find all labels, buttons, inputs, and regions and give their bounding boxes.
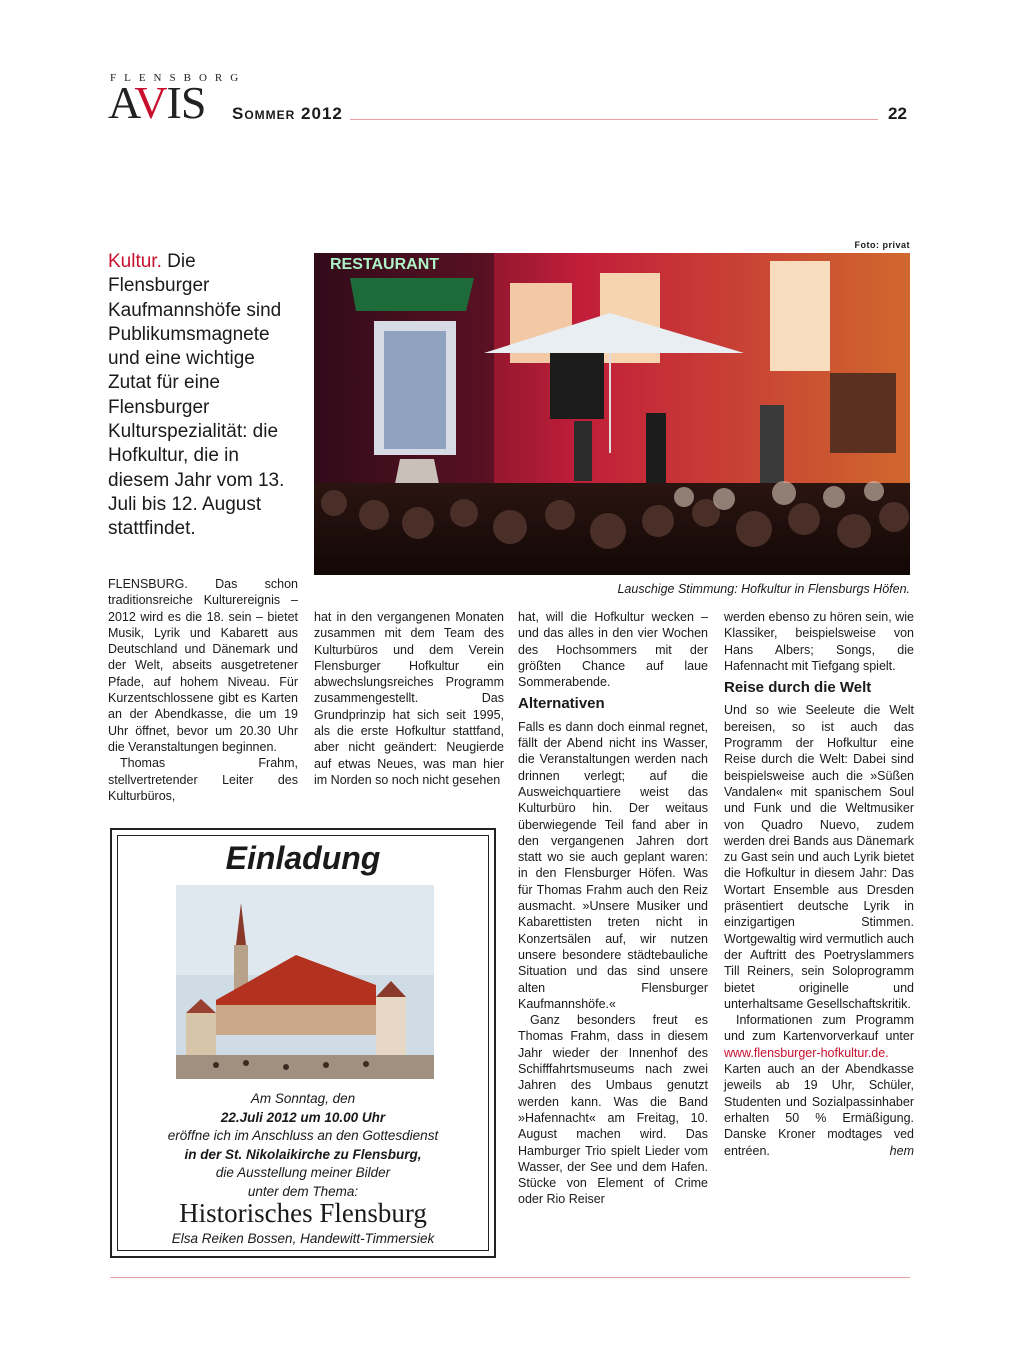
concert-photo: [314, 253, 910, 575]
church-painting: [176, 885, 434, 1079]
footer-rule: [110, 1277, 910, 1278]
photo-caption: Lauschige Stimmung: Hofkultur in Flensburgs Höfen.: [617, 582, 910, 596]
masthead-logo: [108, 77, 206, 128]
article-column-1: [108, 576, 298, 804]
logo-is: IS: [166, 77, 206, 128]
ad-artist: Elsa Reiken Bossen, Handewitt-Timmersiek: [171, 1231, 435, 1246]
paragraph: Falls es dann doch einmal regnet, fällt der Abend nicht ins Wasser, die Veranstaltungen werden nach drinnen verlegt; auf die Ausweichquartiere weist das Kulturbüro hin. Der weitaus überwiegende Teil fand aber in den vergangenen Jahren dort statt wo sie auch geplant waren: in den Flensburger Höfen. Was für Thomas Frahm auch den Reiz ausmacht. »Unsere Musiker und Kabarettisten treten nicht in Konzertsälen auf, wir nutzen unsere besondere städtebauliche Situation und das sind unsere alten Flensburger Kaufmannshöfe.«: [518, 719, 708, 1011]
author-signature: hem: [889, 1143, 914, 1158]
paragraph: Ganz besonders freut es Thomas Frahm, dass in diesem Jahr wieder der Innenhof des Schifffahrtsmuseums nach zwei Jahren des Umbaus genutzt werden kann. Was die Band »Hafennacht« am Freitag, 10. August machen wird. Das Hamburger Trio spielt Lieder vom Wasser, der See und dem Hafen. Stücke von Element of Crime oder Rio Reiser: [518, 1013, 708, 1207]
photo-credit: Foto: privat: [854, 240, 910, 250]
paragraph: hat, will die Hofkultur wecken – und das alles in den vier Wochen des Hochsommers mit der größten Chance auf laue Sommerabende.: [518, 610, 708, 690]
logo-a: A: [108, 77, 135, 128]
issue-label: Sommer 2012: [232, 104, 343, 123]
ticket-text: Karten auch an der Abendkasse jeweils ab 19 Uhr, Schüler, Studenten und Sozialpassinhaber erhalten 50 % Ermäßigung. Danske Kroner modtages ved entréen.: [724, 1062, 914, 1158]
invitation-ad: [110, 828, 496, 1258]
paragraph: hat in den vergangenen Monaten zusammen mit dem Team des Kulturbüros und dem Verein Flensburger Hofkultur ein abwechslungsreiches Programm zusammengestellt. Das Grundprinzip hat sich seit 1995, als die erste Hofkultur stattfand, aber nicht geändert: Neugierde auf etwas Neues, was man hier im Norden so noch nicht gesehen: [314, 610, 504, 787]
ad-line: Am Sonntag, den: [250, 1091, 356, 1106]
paragraph: [724, 1061, 914, 1159]
intro-text: [108, 250, 296, 542]
ad-text-block: [118, 1090, 488, 1201]
paragraph: werden ebenso zu hören sein, wie Klassiker, beispielsweise von Hans Albers; Songs, die Hafennacht mit Tiefgang spielt.: [724, 610, 914, 673]
article-column-4: [724, 609, 914, 1159]
intro-body: Die Flensburger Kaufmannshöfe sind Publikumsmagnete und eine wichtige Zutat für eine Flensburger Kulturspezialität: die Hofkultur, die in diesem Jahr vom 13. Juli bis 12. August stattfindet.: [108, 251, 285, 540]
header-rule: [350, 119, 878, 120]
ad-line: die Ausstellung meiner Bilder: [215, 1165, 391, 1180]
article-column-3: [518, 609, 708, 1208]
paragraph: FLENSBURG. Das schon traditionsreiche Kulturereignis – 2012 wird es die 18. sein – bietet Musik, Lyrik und Kabarett aus Deutschland und Dänemark und der Welt, abseits ausgetretener Pfade, auf hohem Niveau. Für Kurzentschlossene gibt es Karten an der Abendkasse, die um 19 Uhr öffnet, bevor um 20.30 Uhr die Veranstaltungen beginnen.: [108, 577, 298, 754]
paragraph: [724, 1012, 914, 1061]
ad-line: unter dem Thema:: [247, 1183, 359, 1199]
ad-date: 22.Juli 2012 um 10.00 Uhr: [220, 1109, 386, 1125]
info-text: Informationen zum Programm und zum Kartenvorverkauf unter: [724, 1013, 914, 1044]
ad-inner-frame: [117, 835, 489, 1251]
paragraph: Thomas Frahm, stellvertretender Leiter des Kulturbüros,: [108, 756, 298, 803]
article-column-2: [314, 609, 504, 788]
paragraph: Und so wie Seeleute die Welt bereisen, so ist auch das Programm der Hofkultur eine Reise durch die Welt: Dabei sind beispielsweise auch die »Süßen Vandalen« mit spanischem Soul und Funk und die Weltmusiker von Quadro Nuevo, zudem werden drei Bands aus Dänemark zu Gast sein und auch Lyrik bietet die Hofkultur in diesem Jahr: Das Wortart Ensemble aus Dresden präsentiert deutsche Lyrik in einzigartigen Stimmen. Wortgewaltig wird vermutlich auch der Auftritt des Poetryslammers Till Reiners, sein Soloprogramm bietet originelle und unterhaltsame Gesellschaftskritik.: [724, 703, 914, 1011]
ad-theme: Historisches Flensburg: [179, 1198, 427, 1228]
ad-title: Einladung: [225, 840, 381, 876]
intro-kicker: Kultur.: [108, 251, 162, 272]
page-number: 22: [888, 104, 907, 123]
website-link[interactable]: www.flensburger-hofkultur.de.: [724, 1045, 889, 1060]
masthead-small-title: FLENSBORG: [110, 72, 247, 84]
ad-line: eröffne ich im Anschluss an den Gottesdienst: [167, 1128, 439, 1143]
subheading-reise: Reise durch die Welt: [724, 679, 872, 697]
logo-v: V: [134, 77, 167, 128]
ad-location: in der St. Nikolaikirche zu Flensburg,: [184, 1146, 422, 1162]
restaurant-sign: RESTAURANT: [330, 256, 440, 273]
subheading-alternativen: Alternativen: [518, 695, 605, 713]
